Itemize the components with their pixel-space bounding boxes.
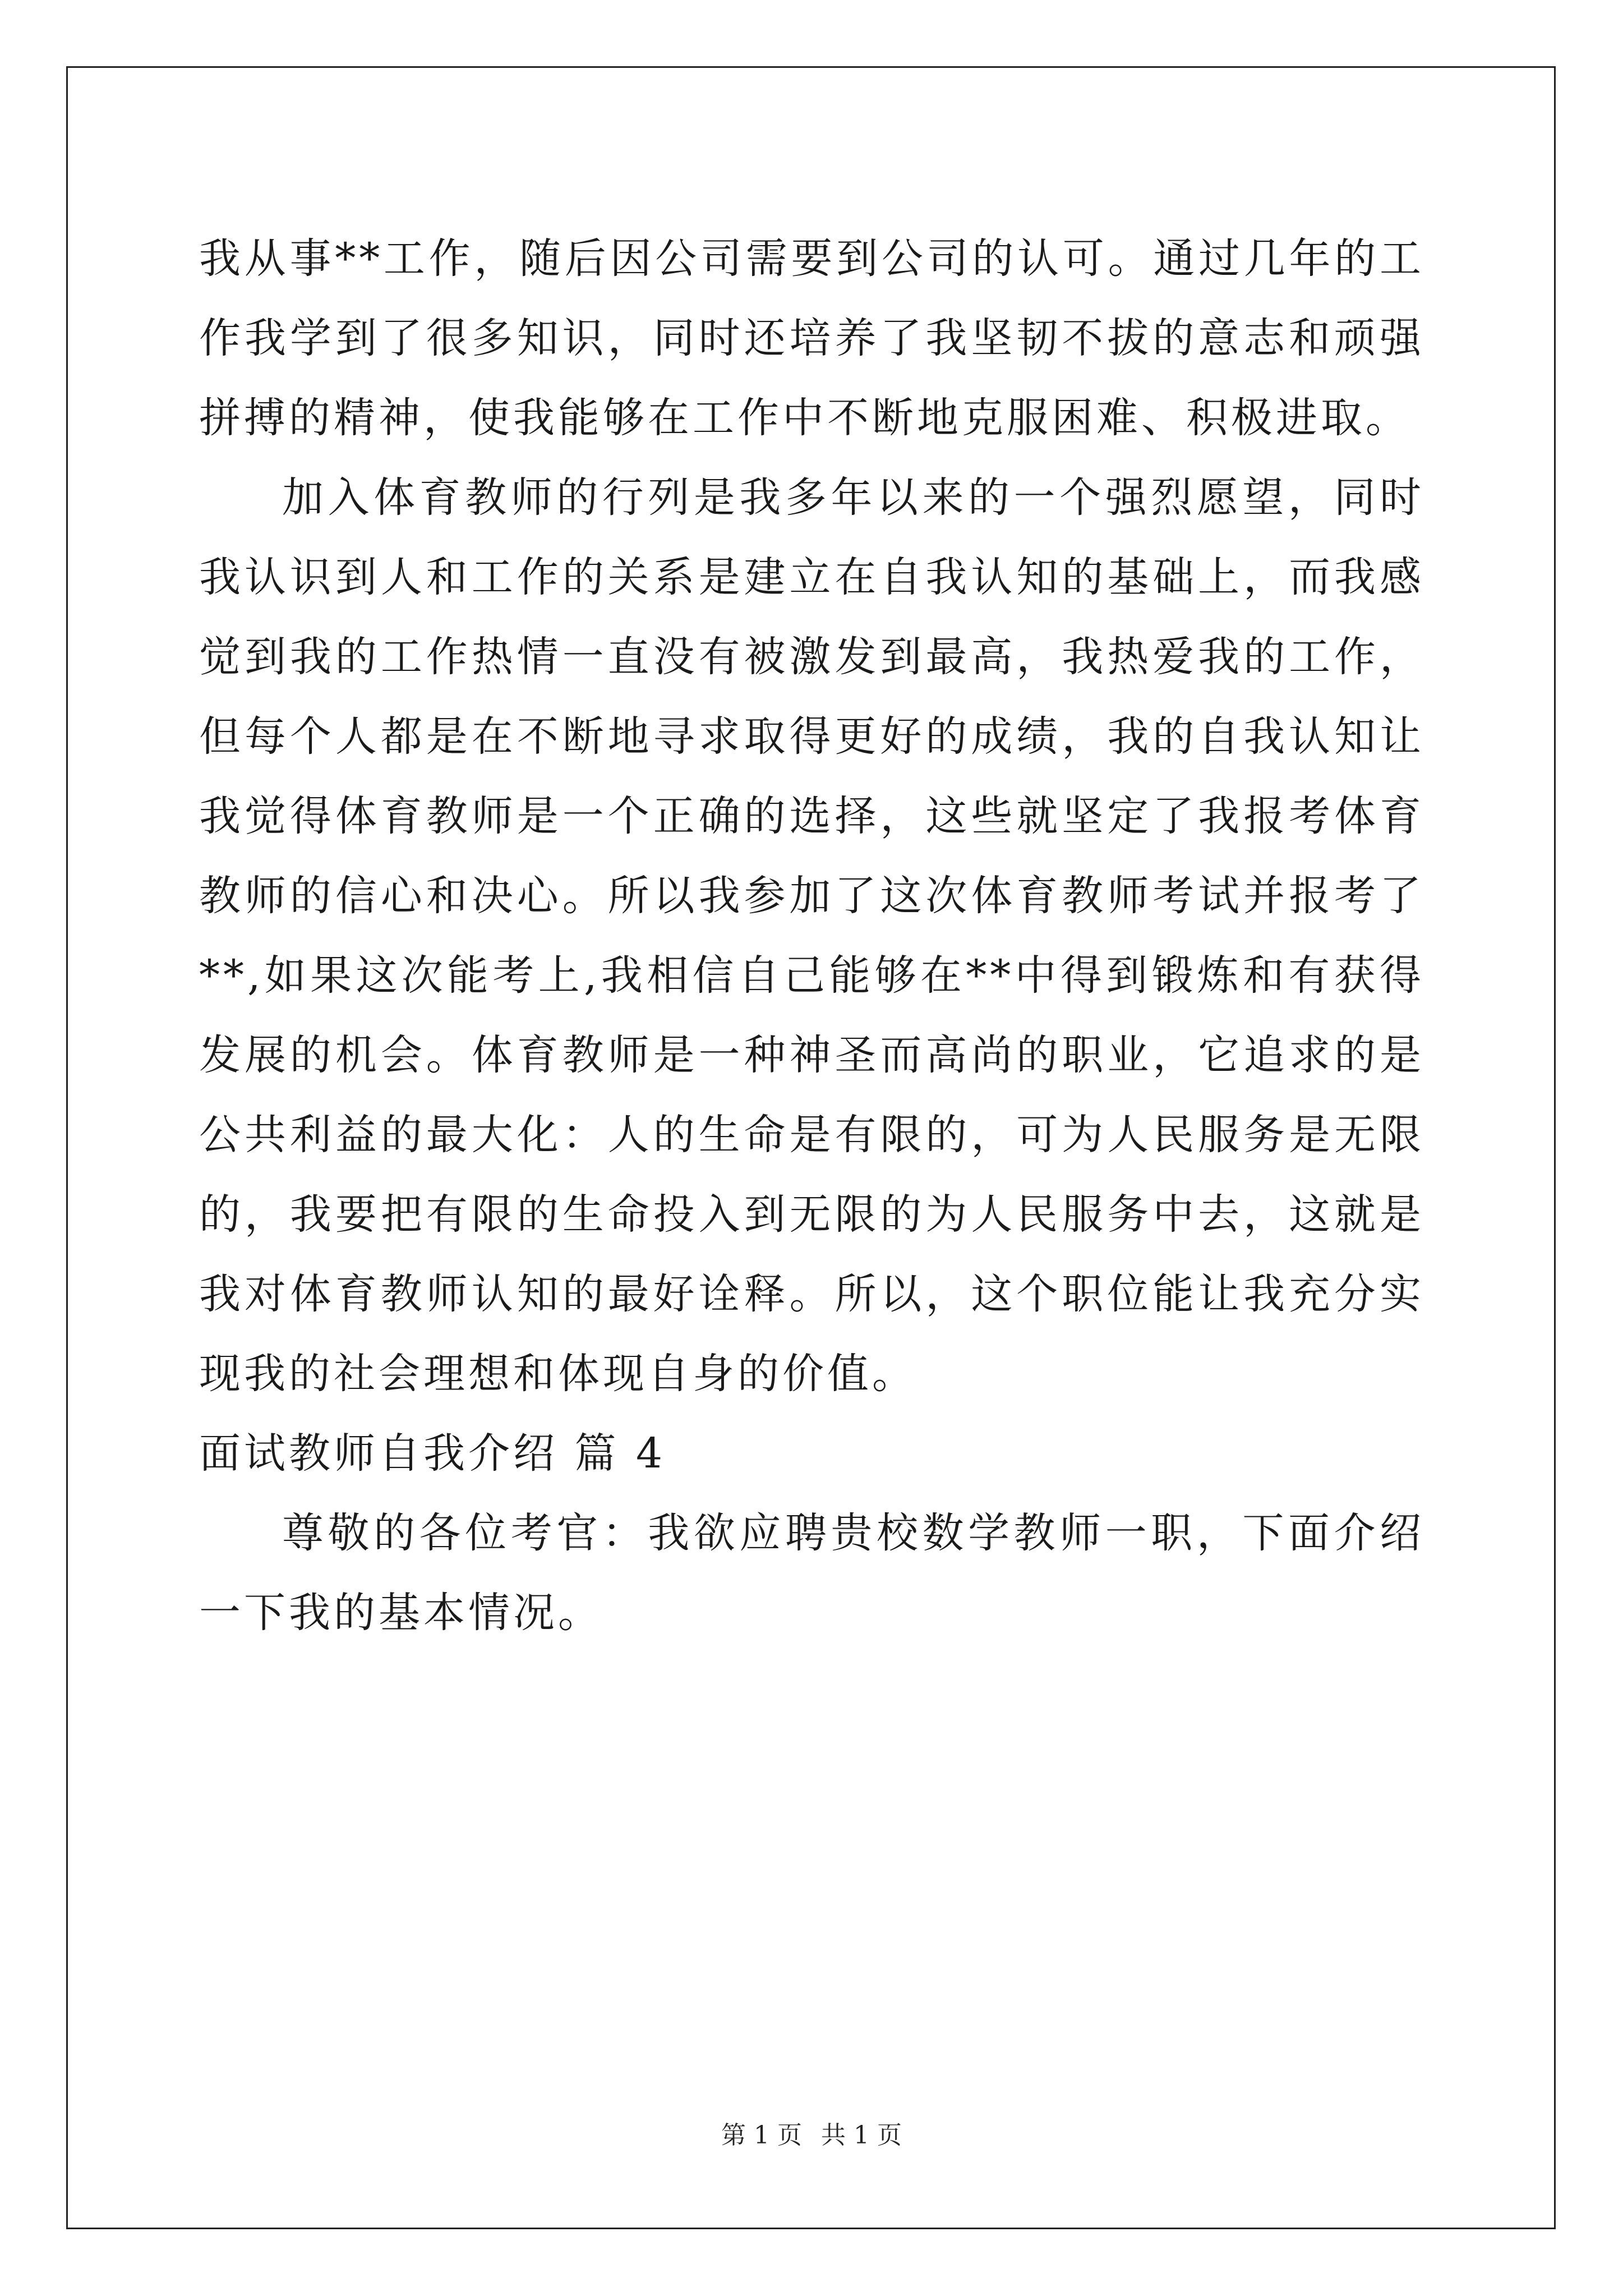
page-total: 共 1 页 <box>821 2121 902 2150</box>
document-body <box>199 219 1424 1653</box>
paragraph-2: 加入体育教师的行列是我多年以来的一个强烈愿望，同时我认识到人和工作的关系是建立在自我认知的基础上，而我感觉到我的工作热情一直没有被激发到最高，我热爱我的工作，但每个人都是在不断地寻求取得更好的成绩，我的自我认知让我觉得体育教师是一个正确的选择，这些就坚定了我报考体育教师的信心和决心。所以我参加了这次体育教师考试并报考了**,如果这次能考上,我相信自己能够在**中得到锻炼和有获得发展的机会。体育教师是一种神圣而高尚的职业，它追求的是公共利益的最大化：人的生命是有限的，可为人民服务是无限的，我要把有限的生命投入到无限的为人民服务中去，这就是我对体育教师认知的最好诠释。所以，这个职位能让我充分实现我的社会理想和体现自身的价值。 <box>199 473 1424 1398</box>
section-heading: 面试教师自我介绍 篇 4 <box>199 1429 666 1478</box>
paragraph-1: 我从事**工作，随后因公司需要到公司的认可。通过几年的工作我学到了很多知识，同时还培养了我坚韧不拔的意志和顽强拼搏的精神，使我能够在工作中不断地克服困难、积极进取。 <box>199 234 1424 442</box>
page-footer <box>0 2115 1623 2151</box>
paragraph-3: 尊敬的各位考官：我欲应聘贵校数学教师一职，下面介绍一下我的基本情况。 <box>199 1509 1424 1637</box>
page-number: 第 1 页 <box>721 2121 802 2150</box>
